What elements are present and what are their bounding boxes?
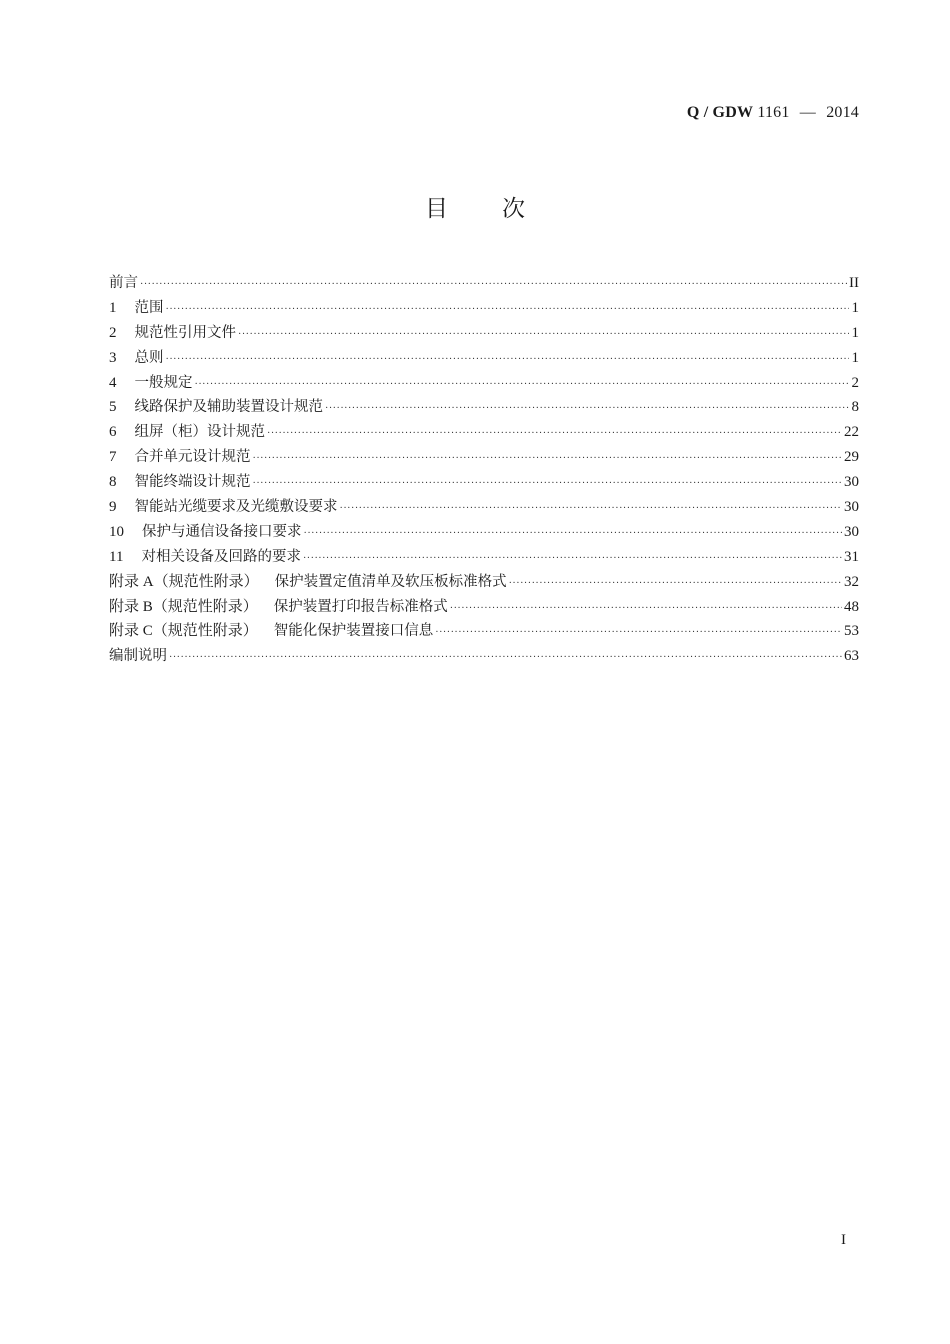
- title-char-2: 次: [502, 196, 525, 222]
- dot-leader: [303, 547, 842, 570]
- toc-entry-title: 一般规定: [134, 374, 193, 391]
- dot-leader: [253, 447, 843, 470]
- toc-entry-page: 1: [851, 324, 859, 341]
- toc-entry-page: 22: [844, 424, 859, 441]
- toc-entry-title: 保护装置定值清单及软压板标准格式: [274, 573, 507, 590]
- toc-entry[interactable]: [109, 445, 859, 470]
- dot-leader: [267, 422, 842, 445]
- dot-leader: [435, 621, 842, 644]
- toc-entry[interactable]: [109, 271, 859, 296]
- toc-entry-page: 1: [851, 299, 859, 316]
- header-separator: —: [799, 104, 816, 121]
- toc-entry[interactable]: [109, 495, 859, 520]
- toc-entry-title: 对相关设备及回路的要求: [141, 548, 301, 565]
- toc-entry-title: 智能站光缆要求及光缆敷设要求: [134, 499, 338, 516]
- dot-leader: [166, 348, 850, 371]
- toc-entry-title: 合并单元设计规范: [134, 449, 251, 466]
- toc-entry-page: II: [849, 275, 859, 291]
- toc-entry-number: 1: [109, 299, 117, 316]
- toc-entry-title: 编制说明: [109, 648, 167, 665]
- title-char-1: 目: [425, 196, 448, 222]
- toc-entry-number: 11: [109, 548, 124, 565]
- dot-leader: [140, 273, 847, 296]
- toc-entry[interactable]: [109, 595, 859, 620]
- dot-leader: [450, 597, 842, 620]
- standard-number: 1161: [757, 104, 790, 121]
- table-of-contents: [109, 271, 859, 669]
- toc-entry-title: 总则: [134, 349, 164, 366]
- toc-entry-page: 63: [844, 648, 859, 665]
- dot-leader: [169, 646, 842, 669]
- standard-year: 2014: [826, 104, 859, 121]
- toc-entry-title: 规范性引用文件: [134, 324, 236, 341]
- toc-entry-number: 附录 A（规范性附录）: [109, 573, 259, 590]
- dot-leader: [509, 572, 842, 595]
- toc-entry[interactable]: [109, 346, 859, 371]
- toc-entry-title: 智能化保护装置接口信息: [273, 623, 434, 640]
- toc-entry-number: 2: [109, 324, 117, 341]
- toc-entry-page: 53: [844, 623, 859, 640]
- toc-entry-number: 附录 B（规范性附录）: [109, 598, 258, 615]
- toc-entry-number: 10: [109, 523, 124, 540]
- toc-entry-title: 线路保护及辅助装置设计规范: [134, 399, 323, 416]
- dot-leader: [325, 397, 849, 420]
- dot-leader: [253, 472, 843, 495]
- toc-entry[interactable]: [109, 545, 859, 570]
- toc-entry[interactable]: [109, 520, 859, 545]
- toc-entry-page: 32: [844, 573, 859, 590]
- toc-entry-page: 30: [844, 523, 859, 540]
- toc-entry[interactable]: [109, 321, 859, 346]
- toc-entry[interactable]: [109, 619, 859, 644]
- toc-entry[interactable]: [109, 570, 859, 595]
- toc-entry[interactable]: [109, 395, 859, 420]
- dot-leader: [195, 373, 850, 396]
- toc-entry-title: 前言: [109, 275, 138, 291]
- toc-entry[interactable]: [109, 644, 859, 669]
- toc-entry-page: 30: [844, 499, 859, 516]
- toc-entry-number: 4: [109, 374, 117, 391]
- toc-entry-page: 30: [844, 474, 859, 491]
- toc-entry-page: 29: [844, 449, 859, 466]
- toc-entry-number: 9: [109, 499, 117, 516]
- page-number: I: [841, 1232, 846, 1248]
- dot-leader: [304, 522, 843, 545]
- toc-entry-number: 附录 C（规范性附录）: [109, 623, 258, 640]
- toc-entry-title: 智能终端设计规范: [134, 474, 251, 491]
- dot-leader: [340, 497, 843, 520]
- toc-entry-number: 5: [109, 399, 117, 416]
- toc-entry-page: 8: [851, 399, 859, 416]
- toc-entry-title: 范围: [134, 299, 164, 316]
- toc-entry[interactable]: [109, 296, 859, 321]
- standard-prefix: Q / GDW: [686, 104, 754, 121]
- toc-entry-page: 2: [851, 374, 859, 391]
- toc-entry[interactable]: [109, 420, 859, 445]
- toc-entry[interactable]: [109, 470, 859, 495]
- toc-entry[interactable]: [109, 371, 859, 396]
- toc-entry-page: 1: [851, 349, 859, 366]
- toc-entry-page: 31: [844, 548, 859, 565]
- toc-entry-number: 3: [109, 349, 117, 366]
- toc-entry-number: 7: [109, 449, 117, 466]
- document-header: [687, 104, 859, 122]
- toc-entry-title: 组屏（柜）设计规范: [134, 424, 265, 441]
- toc-entry-page: 48: [844, 598, 859, 615]
- toc-entry-title: 保护与通信设备接口要求: [142, 523, 302, 540]
- page-title: [0, 190, 950, 223]
- dot-leader: [166, 298, 850, 321]
- toc-entry-number: 6: [109, 424, 117, 441]
- dot-leader: [238, 323, 849, 346]
- toc-entry-title: 保护装置打印报告标准格式: [273, 598, 448, 615]
- toc-entry-number: 8: [109, 474, 117, 491]
